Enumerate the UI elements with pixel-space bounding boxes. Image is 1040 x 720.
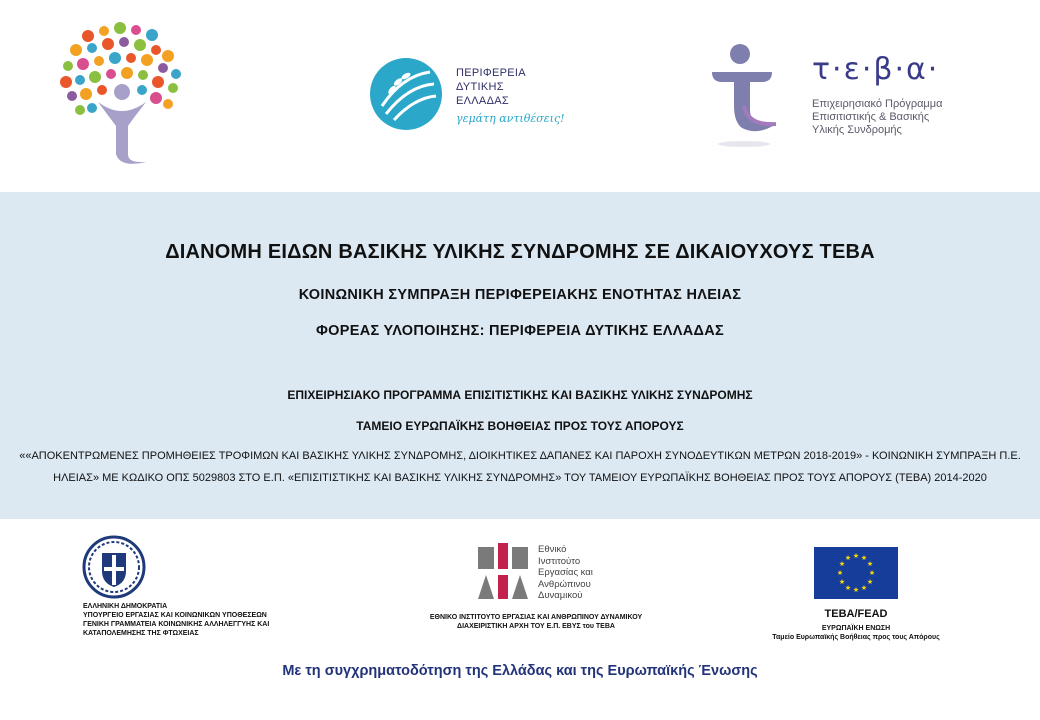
svg-text:★: ★ xyxy=(866,560,874,568)
eiead-mark-icon xyxy=(476,543,532,603)
partnership-subtitle: ΚΟΙΝΩΝΙΚΗ ΣΥΜΠΡΑΞΗ ΠΕΡΙΦΕΡΕΙΑΚΗΣ ΕΝΟΤΗΤΑΣ ΗΛΕΙΑΣ xyxy=(298,287,742,303)
region-western-greece-logo xyxy=(368,56,578,136)
eiead-logo xyxy=(476,541,616,607)
svg-text:★: ★ xyxy=(838,578,846,586)
svg-text:★: ★ xyxy=(844,584,852,592)
svg-text:★: ★ xyxy=(868,569,876,577)
svg-text:★: ★ xyxy=(866,578,874,586)
header-logos xyxy=(0,0,1040,192)
eu-fund-title: ΤΕΒΑ/FEAD xyxy=(824,608,888,620)
svg-text:★: ★ xyxy=(852,586,860,594)
svg-text:★: ★ xyxy=(860,584,868,592)
implementing-body-subtitle: ΦΟΡΕΑΣ ΥΛΟΠΟΙΗΣΗΣ: ΠΕΡΙΦΕΡΕΙΑ ΔΥΤΙΚΗΣ ΕΛΛΑΔΑΣ xyxy=(315,323,725,339)
cofunding-statement: Με τη συγχρηματοδότηση της Ελλάδας και της Ευρωπαϊκής Ένωσης xyxy=(282,663,758,679)
fund-name: ΤΑΜΕΙΟ ΕΥΡΩΠΑΪΚΗΣ ΒΟΗΘΕΙΑΣ ΠΡΟΣ ΤΟΥΣ ΑΠΟΡΟΥΣ xyxy=(356,419,684,433)
eu-flag-icon xyxy=(814,547,898,599)
region-slogan: γεμάτη αντιθέσεις! xyxy=(456,112,565,125)
teva-person-icon xyxy=(708,40,808,152)
svg-text:★: ★ xyxy=(844,554,852,562)
region-emblem-icon xyxy=(368,56,444,132)
eu-fund-label: Ταμείο Ευρωπαϊκής Βοήθειας προς τους Απόρους xyxy=(772,634,940,641)
program-name: ΕΠΙΧΕΙΡΗΣΙΑΚΟ ΠΡΟΓΡΑΜΜΑ ΕΠΙΣΙΤΙΣΤΙΚΗΣ ΚΑΙ ΒΑΣΙΚΗΣ ΥΛΙΚΗΣ ΣΥΝΔΡΟΜΗΣ xyxy=(287,388,753,402)
svg-text:★: ★ xyxy=(852,552,860,560)
tree-of-people-logo-icon xyxy=(58,22,188,164)
eiead-logo-words: Εθνικό Ινστιτούτο Εργασίας και Ανθρώπινου Δυναμικού xyxy=(538,544,593,601)
teva-subtitle: Επιχειρησιακό Πρόγραμμα Επισιτιστικής & Βασικής Υλικής Συνδρομής xyxy=(812,98,943,136)
info-band xyxy=(0,192,1040,519)
svg-text:★: ★ xyxy=(860,554,868,562)
main-title: ΔΙΑΝΟΜΗ ΕΙΔΩΝ ΒΑΣΙΚΗΣ ΥΛΙΚΗΣ ΣΥΝΔΡΟΜΗΣ ΣΕ ΔΙΚΑΙΟΥΧΟΥΣ ΤΕΒΑ xyxy=(165,241,875,263)
svg-text:★: ★ xyxy=(838,560,846,568)
footer-logos xyxy=(0,519,1040,720)
region-name: ΠΕΡΙΦΕΡΕΙΑ ΔΥΤΙΚΗΣ ΕΛΛΑΔΑΣ xyxy=(456,67,526,107)
eiead-text: ΕΘΝΙΚΟ ΙΝΣΤΙΤΟΥΤΟ ΕΡΓΑΣΙΑΣ ΚΑΙ ΑΝΘΡΩΠΙΝΟΥ ΔΥΝΑΜΙΚΟΥ ΔΙΑΧΕΙΡΙΣΤΙΚΗ ΑΡΧΗ ΤΟΥ Ε.Π. ΕΒΥΣ του ΤΕΒΑ xyxy=(429,614,643,630)
teva-wordmark: τ·ε·β·α· xyxy=(812,52,940,87)
project-details: ««ΑΠΟΚΕΝΤΡΩΜΕΝΕΣ ΠΡΟΜΗΘΕΙΕΣ ΤΡΟΦΙΜΩΝ ΚΑΙ ΒΑΣΙΚΗΣ ΥΛΙΚΗΣ ΣΥΝΔΡΟΜΗΣ, ΔΙΟΙΚΗΤΙΚΕΣ ΔΑΠΑΝΕΣ ΚΑΙ ΠΑΡΟΧΗ ΣΥΝΟΔΕΥΤΙΚΩΝ ΜΕΤΡΩΝ 2018-2019» - ΚΟΙΝΩΝΙΚΗ ΣΥΜΠΡΑΞΗ Π.Ε. ΗΛΕΙΑΣ» ΜΕ ΚΩΔΙΚΟ ΟΠΣ 5029803 ΣΤΟ Ε.Π. «ΕΠΙΣΙΤΙΣΤΙΚΗΣ ΚΑΙ ΒΑΣΙΚΗΣ ΥΛΙΚΗΣ ΣΥΝΔΡΟΜΗΣ» ΤΟΥ ΤΑΜΕΙΟΥ ΕΥΡΩΠΑΪΚΗΣ ΒΟΗΘΕΙΑΣ ΠΡΟΣ ΤΟΥΣ ΑΠΟΡΟΥΣ (ΤΕΒΑ) 2014-2020 xyxy=(19,450,1021,484)
teva-logo xyxy=(708,40,968,152)
eu-union-label: ΕΥΡΩΠΑΪΚΗ ΕΝΩΣΗ xyxy=(821,625,891,632)
greek-ministry-text: ΕΛΛΗΝΙΚΗ ΔΗΜΟΚΡΑΤΙΑ ΥΠΟΥΡΓΕΙΟ ΕΡΓΑΣΙΑΣ ΚΑΙ ΚΟΙΝΩΝΙΚΩΝ ΥΠΟΘΕΣΕΩΝ ΓΕΝΙΚΗ ΓΡΑΜΜΑΤΕΙΑ ΚΟΙΝΩΝΙΚΗΣ ΑΛΛΗΛΕΓΓΥΗΣ ΚΑΙ ΚΑΤΑΠΟΛΕΜΗΣΗΣ ΤΗΣ ΦΤΩΧΕΙΑΣ xyxy=(83,603,270,637)
greek-republic-emblem-icon xyxy=(82,535,146,599)
svg-text:★: ★ xyxy=(836,569,844,577)
